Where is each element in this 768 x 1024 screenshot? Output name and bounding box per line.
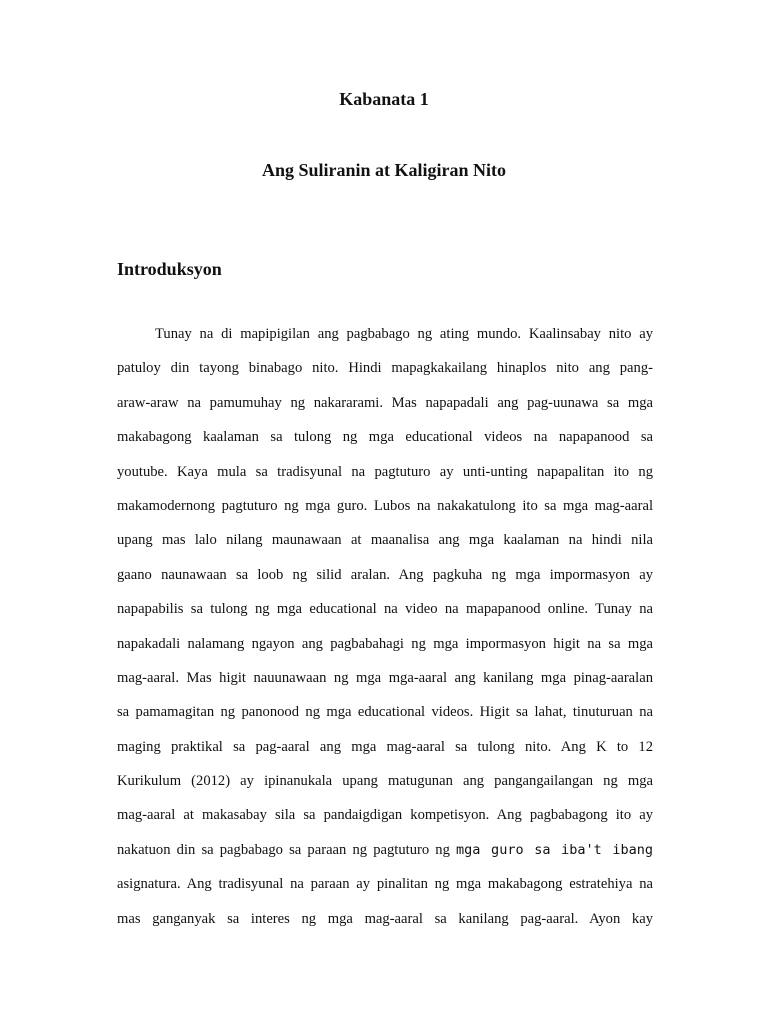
- paragraph-line: gaano naunawaan sa loob ng silid aralan. Ang pagkuha ng mga impormasyon ay: [117, 566, 653, 583]
- body-paragraph: [117, 317, 653, 936]
- paragraph-line: napapabilis sa tulong ng mga educational na video na mapapanood online. Tunay na: [117, 601, 653, 618]
- paragraph-line: Kurikulum (2012) ay ipinanukala upang matugunan ang pangangailangan ng mga: [117, 773, 653, 790]
- paragraph-line: sa pamamagitan ng panonood ng mga educational videos. Higit sa lahat, tinuturuan na: [117, 704, 653, 721]
- paragraph-line-mixed: [117, 833, 653, 867]
- paragraph-line: makamodernong pagtuturo ng mga guro. Lubos na nakakatulong ito sa mga mag-aaral: [117, 497, 653, 514]
- section-heading: Introduksyon: [117, 259, 222, 279]
- paragraph-line: napakadali nalamang ngayon ang pagbabahagi ng mga impormasyon higit na sa mga: [117, 635, 653, 652]
- paragraph-line: upang mas lalo nilang maunawaan at maanalisa ang mga kaalaman na hindi nila: [117, 532, 653, 549]
- paragraph-line: mas ganganyak sa interes ng mga mag-aaral sa kanilang pag-aaral. Ayon kay: [117, 910, 653, 927]
- paragraph-line: patuloy din tayong binabago nito. Hindi mapagkakailang hinaplos nito ang pang-: [117, 360, 653, 377]
- paragraph-line: maging praktikal sa pag-aaral ang mga mag-aaral sa tulong nito. Ang K to 12: [117, 738, 653, 755]
- chapter-subtitle: Ang Suliranin at Kaligiran Nito: [261, 160, 507, 180]
- paragraph-line: Tunay na di mapipigilan ang pagbabago ng ating mundo. Kaalinsabay nito ay: [155, 326, 653, 342]
- paragraph-line-mono-tail: mga guro sa iba't ibang: [456, 841, 653, 858]
- paragraph-line: araw-araw na pamumuhay ng nakararami. Mas napapadali ang pag-uunawa sa mga: [117, 394, 653, 411]
- paragraph-line: makabagong kaalaman sa tulong ng mga educational videos na napapanood sa: [117, 429, 653, 446]
- chapter-title: Kabanata 1: [339, 89, 429, 109]
- paragraph-line-start: nakatuon din sa pagbabago sa paraan ng pagtuturo ng: [117, 841, 457, 858]
- paragraph-line: mag-aaral at makasabay sila sa pandaigdigan kompetisyon. Ang pagbabagong ito ay: [117, 807, 653, 824]
- paragraph-line: mag-aaral. Mas higit nauunawaan ng mga mga-aaral ang kanilang mga pinag-aaralan: [117, 669, 653, 686]
- paragraph-line: asignatura. Ang tradisyunal na paraan ay pinalitan ng mga makabagong estratehiya na: [117, 876, 653, 893]
- paragraph-line: youtube. Kaya mula sa tradisyunal na pagtuturo ay unti-unting napapalitan ito ng: [117, 463, 653, 480]
